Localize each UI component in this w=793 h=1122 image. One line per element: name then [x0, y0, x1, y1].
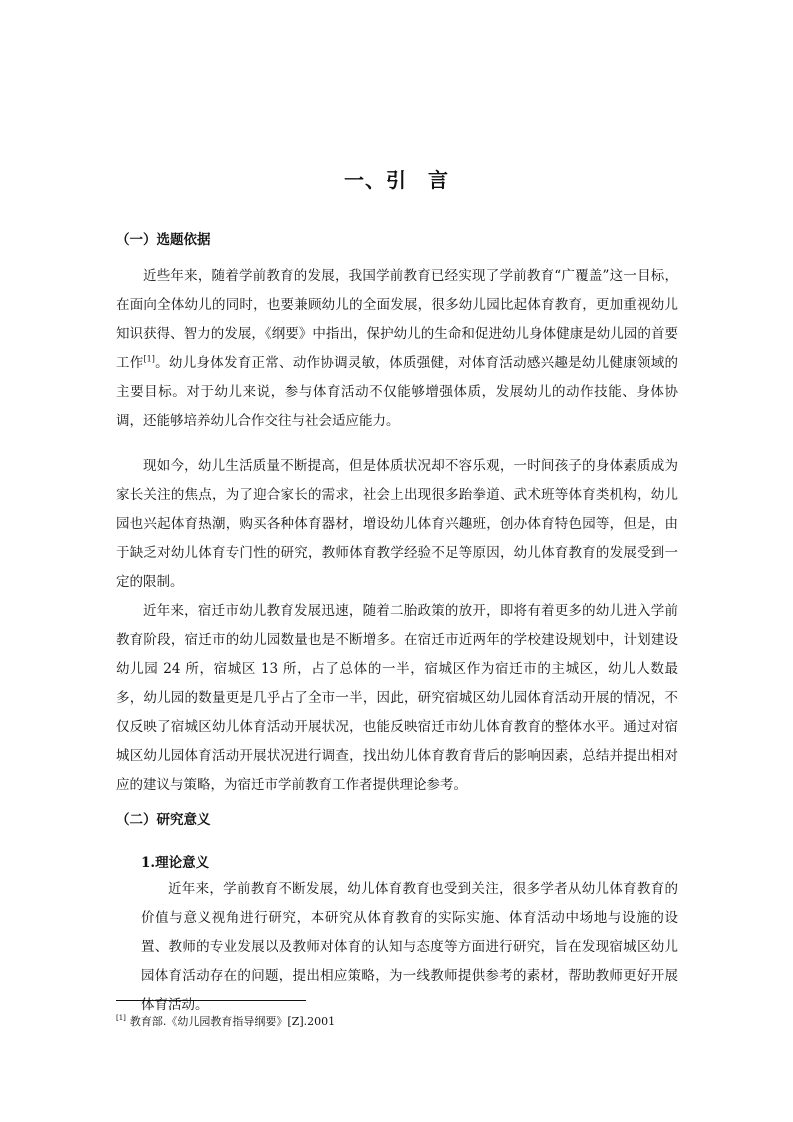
footnote-text: 教育部.《幼儿园教育指导纲要》[Z].2001 — [129, 1015, 336, 1028]
chapter-title: 一、引 言 — [344, 168, 449, 192]
footnote-mark: [1] — [116, 1014, 126, 1023]
paragraph-basis-1 — [116, 262, 678, 436]
footnote — [116, 1013, 335, 1029]
footnote-divider — [116, 1000, 306, 1001]
paragraph-text: 。幼儿身体发育正常、动作协调灵敏，体质强健，对体育活动感兴趣是幼儿健康领域的主要目标。对于幼儿来说，参与体育活动不仅能够增强体质，发展幼儿的动作技能、身体协调，还能够培养幼儿合作交往与社会适应能力。 — [116, 355, 679, 429]
section-heading-significance: （二）研究意义 — [116, 812, 211, 828]
paragraph-text: 近些年来，随着学前教育的发展，我国学前教育已经实现了学前教育“广覆盖”这一目标，在面向全体幼儿的同时，也要兼顾幼儿的全面发展，很多幼儿园比起体育教育，更加重视幼儿知识获得、智力的发展，《纲要》中指出，保护幼儿的生命和促进幼儿身体健康是幼儿园的首要工作 — [116, 268, 678, 371]
paragraph-theory: 近年来，学前教育不断发展，幼儿体育教育也受到关注，很多学者从幼儿体育教育的价值与意义视角进行研究，本研究从体育教育的实际实施、体育活动中场地与设施的设置、教师的专业发展以及教师对体育的认知与态度等方面进行研究，旨在发现宿城区幼儿园体育活动存在的问题，提出相应策略，为一线教师提供参考的素材，帮助教师更好开展体育活动。 — [141, 881, 678, 1013]
paragraph-basis-2: 现如今，幼儿生活质量不断提高，但是体质状况却不容乐观，一时间孩子的身体素质成为家长关注的焦点，为了迎合家长的需求，社会上出现很多跆拳道、武术班等体育类机构，幼儿园也兴起体育热潮，购买各种体育器材，增设幼儿体育兴趣班，创办体育特色园等，但是，由于缺乏对幼儿体育专门性的研究，教师体育教学经验不足等原因，幼儿体育教育的发展受到一定的限制。 — [116, 458, 678, 590]
section-heading-basis: （一）选题依据 — [116, 232, 211, 248]
footnote-reference[interactable]: [1] — [143, 354, 155, 364]
paragraph-basis-3: 近年来，宿迁市幼儿教育发展迅速，随着二胎政策的放开，即将有着更多的幼儿进入学前教育阶段，宿迁市的幼儿园数量也是不断增多。在宿迁市近两年的学校建设规划中，计划建设幼儿园 24 所，宿城区 13 所，占了总体的一半，宿城区作为宿迁市的主城区，幼儿人数最多，幼儿园的数量更是几乎占了全市一半，因此，研究宿城区幼儿园体育活动开展的情况，不仅反映了宿城区幼儿体育活动开展状况，也能反映宿迁市幼儿体育教育的整体水平。通过对宿城区幼儿园体育活动开展状况进行调查，找出幼儿体育教育背后的影响因素，总结并提出相对应的建议与策略，为宿迁市学前教育工作者提供理论参考。 — [116, 603, 678, 793]
sub-heading-theory: 1.理论意义 — [141, 855, 210, 871]
